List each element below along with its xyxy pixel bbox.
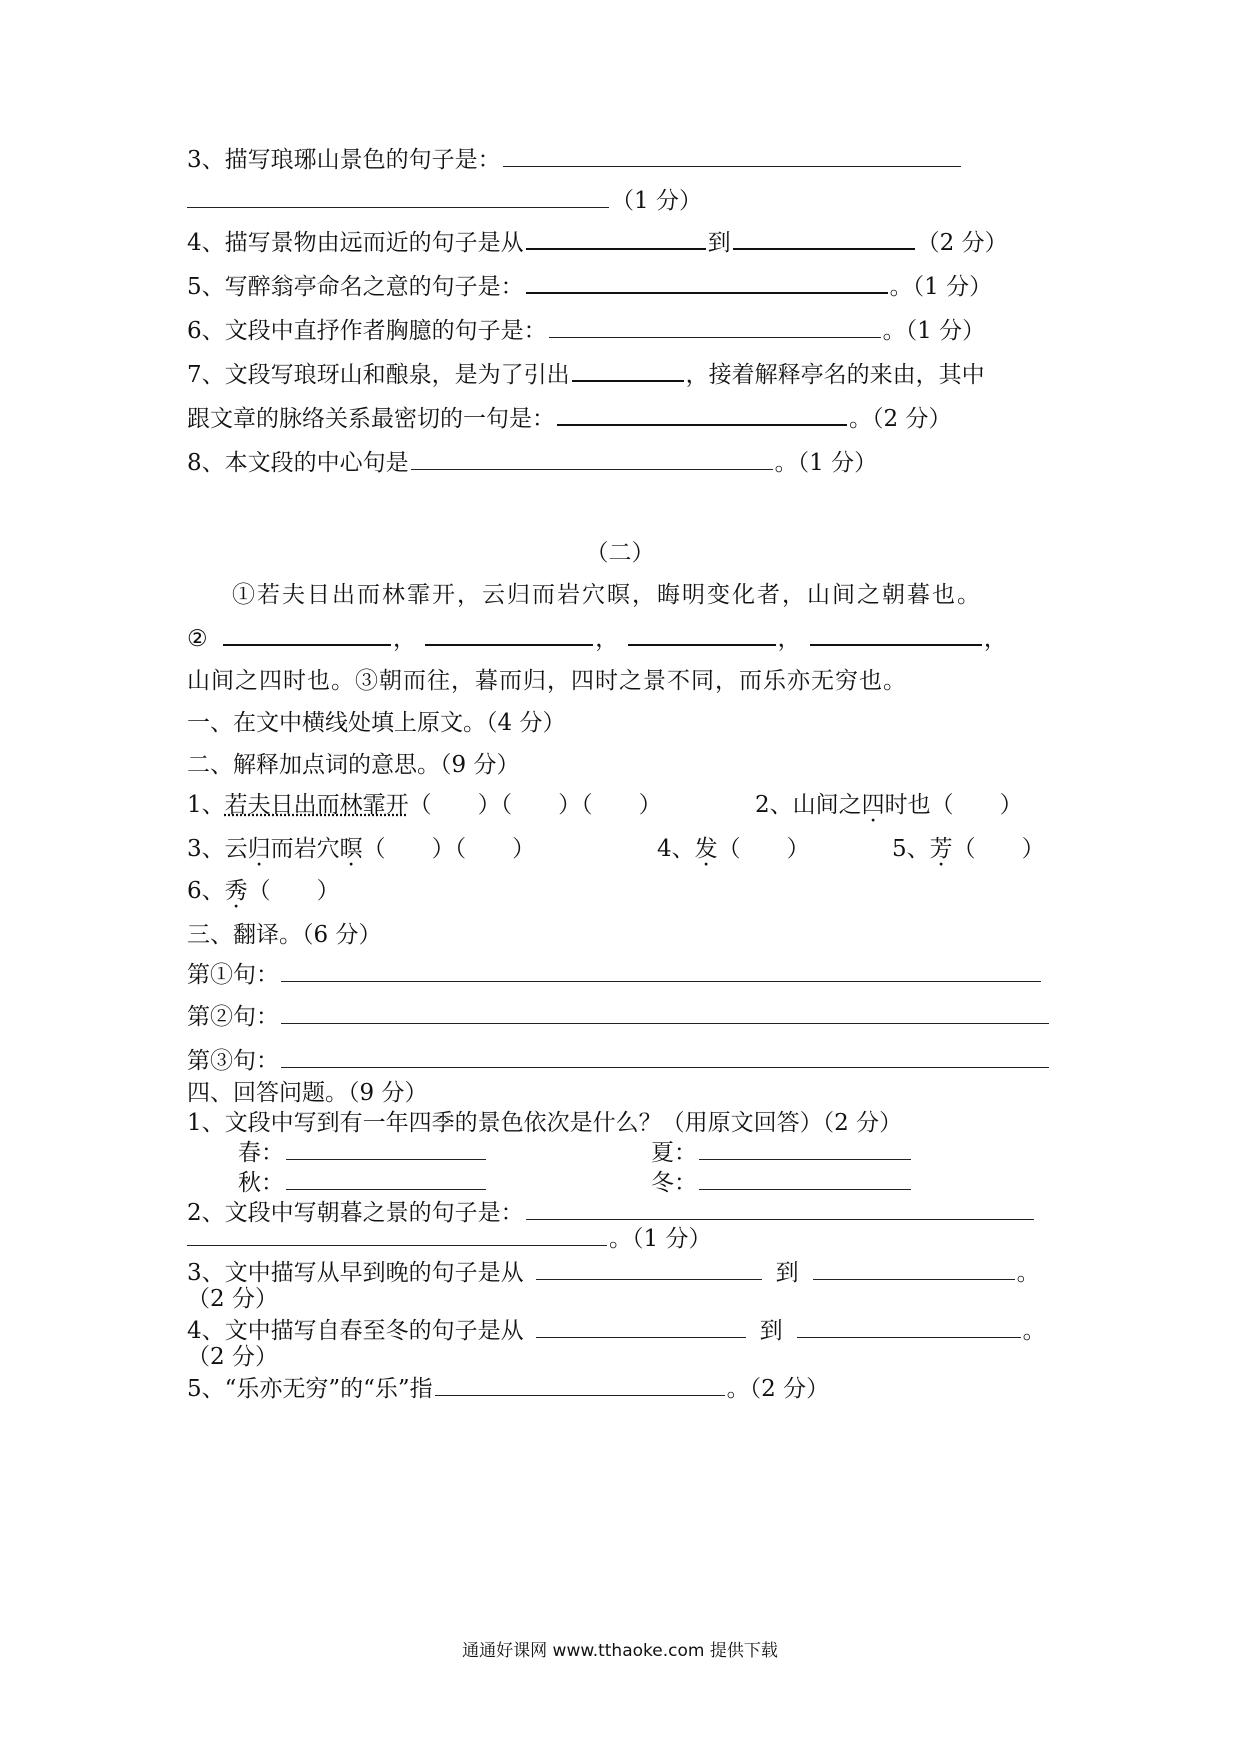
q8-answer-blank[interactable] xyxy=(411,468,773,470)
w6-dotted-word: 秀 xyxy=(224,878,248,904)
heading-answer: 四、回答问题。（9 分） xyxy=(187,1080,428,1106)
w3-parens: （ ）（ ） xyxy=(362,836,536,862)
a5-blank[interactable] xyxy=(435,1394,725,1396)
q7-mid: ，接着解释亭名的来由，其中 xyxy=(685,362,985,388)
word-line-3 xyxy=(187,834,535,864)
w4-num: 4、 xyxy=(657,836,695,862)
q4-to-blank[interactable] xyxy=(733,247,915,250)
q8-label: 8、本文段的中心句是 xyxy=(187,450,409,476)
q8-line xyxy=(187,448,877,478)
w6-parens: （ ） xyxy=(247,878,340,904)
translate-line-1 xyxy=(187,960,1043,990)
translate-blank-3[interactable] xyxy=(281,1066,1049,1068)
w5-dotted-word: 芳 xyxy=(929,836,953,862)
a4-to-blank[interactable] xyxy=(797,1336,1021,1338)
winter-label: 冬： xyxy=(651,1170,697,1196)
q7-line-2 xyxy=(187,404,951,434)
q7-answer-blank-2[interactable] xyxy=(557,423,847,426)
w5-num: 5、 xyxy=(892,836,930,862)
q4-from-blank[interactable] xyxy=(526,247,706,250)
summer-blank[interactable] xyxy=(699,1158,911,1160)
w1-num: 1、 xyxy=(187,792,225,818)
winter-blank[interactable] xyxy=(699,1188,911,1190)
a4-score: （2 分） xyxy=(187,1344,278,1370)
comma-3: ， xyxy=(777,626,801,652)
footer-text: 通通好课网 www.tthaoke.com 提供下载 xyxy=(462,1641,778,1661)
a2-line-2 xyxy=(187,1224,711,1254)
translate-blank-1[interactable] xyxy=(281,980,1041,982)
a1-line: 1、文段中写到有一年四季的景色依次是什么？（用原文回答）（2 分） xyxy=(187,1110,903,1136)
q3-line-2 xyxy=(187,186,702,216)
q3-answer-blank-1[interactable] xyxy=(503,165,961,167)
q3-label: 3、描写琅琊山景色的句子是： xyxy=(187,147,501,173)
w3-num: 3、云 xyxy=(187,836,248,862)
a3-to-blank[interactable] xyxy=(813,1278,1015,1280)
a3-line xyxy=(187,1258,1040,1288)
q6-answer-blank[interactable] xyxy=(549,336,881,338)
summer-line xyxy=(651,1138,913,1168)
w6-num: 6、 xyxy=(187,878,225,904)
q8-score: 。（1 分） xyxy=(774,450,878,476)
translate-blank-2[interactable] xyxy=(281,1022,1049,1024)
passage-blank-4[interactable] xyxy=(810,643,982,646)
a2-label: 2、文段中写朝暮之景的句子是： xyxy=(187,1200,524,1226)
comma-1: ， xyxy=(392,626,416,652)
word-line-6 xyxy=(187,876,340,906)
a3-from-blank[interactable] xyxy=(536,1278,762,1280)
translate-label-1: 第①句： xyxy=(187,962,279,988)
passage-line-1: ①若夫日出而林霏开，云归而岩穴暝，晦明变化者，山间之朝暮也。 xyxy=(232,582,982,608)
heading-translate: 三、翻译。（6 分） xyxy=(187,922,382,948)
a4-line xyxy=(187,1316,1046,1346)
a4-period: 。 xyxy=(1022,1318,1046,1344)
w4-parens: （ ） xyxy=(717,836,810,862)
q7-answer-blank-1[interactable] xyxy=(572,379,684,382)
passage-num-2: ② xyxy=(187,626,208,652)
autumn-blank[interactable] xyxy=(286,1188,486,1190)
a5-line xyxy=(187,1374,829,1404)
q4-score: （2 分） xyxy=(916,230,1008,256)
a3-label: 3、文中描写从早到晚的句子是从 xyxy=(187,1260,524,1286)
translate-label-3: 第③句： xyxy=(187,1048,279,1074)
heading-explain-words: 二、解释加点词的意思。（9 分） xyxy=(187,752,520,778)
translate-line-3 xyxy=(187,1046,1051,1076)
q4-line xyxy=(187,228,1008,258)
spring-label: 春： xyxy=(238,1140,284,1166)
w3-mid: 而岩穴 xyxy=(270,836,340,862)
q6-label: 6、文段中直抒作者胸臆的句子是： xyxy=(187,318,547,344)
w1-text: 若夫日出而林霏开 xyxy=(224,792,409,818)
a3-period: 。 xyxy=(1016,1260,1040,1286)
a2-blank-2[interactable] xyxy=(187,1244,607,1246)
comma-2: ， xyxy=(595,626,619,652)
q4-label: 4、描写景物由远而近的句子是从 xyxy=(187,230,524,256)
q3-line xyxy=(187,145,963,175)
winter-line xyxy=(651,1168,913,1198)
q5-line xyxy=(187,272,992,302)
q5-label: 5、写醉翁亭命名之意的句子是： xyxy=(187,274,524,300)
w5-parens: （ ） xyxy=(952,836,1045,862)
comma-4: ， xyxy=(983,626,1007,652)
word-line-4 xyxy=(657,834,810,864)
heading-fill-blanks: 一、在文中横线处填上原文。（4 分） xyxy=(187,710,566,736)
section-title: （二） xyxy=(585,540,655,566)
a5-score: 。（2 分） xyxy=(726,1376,830,1402)
spring-blank[interactable] xyxy=(286,1158,486,1160)
passage-blank-1[interactable] xyxy=(223,643,391,646)
passage-line-3: 山间之四时也。③朝而往，暮而归，四时之景不同，而乐亦无穷也。 xyxy=(187,668,907,694)
q7-score: 。（2 分） xyxy=(849,406,952,432)
w4-dotted-word: 发 xyxy=(694,836,718,862)
word-line-5 xyxy=(892,834,1045,864)
w3-dotted-word-1: 归 xyxy=(247,836,271,862)
w2-tail: 时也 xyxy=(884,792,931,818)
translate-label-2: 第②句： xyxy=(187,1004,279,1030)
a4-label: 4、文中描写自春至冬的句子是从 xyxy=(187,1318,524,1344)
w2-parens: （ ） xyxy=(930,792,1023,818)
q6-line xyxy=(187,316,985,346)
a5-label: 5、“乐亦无穷”的“乐”指 xyxy=(187,1376,433,1402)
q5-score: 。（1 分） xyxy=(889,274,993,300)
translate-line-2 xyxy=(187,1002,1051,1032)
q4-to: 到 xyxy=(707,230,731,256)
passage-line-2 xyxy=(187,624,1007,654)
q3-score: （1 分） xyxy=(611,188,702,214)
spring-line xyxy=(238,1138,488,1168)
autumn-line xyxy=(238,1168,488,1198)
q7-label-2: 跟文章的脉络关系最密切的一句是： xyxy=(187,406,555,432)
autumn-label: 秋： xyxy=(238,1170,284,1196)
q7-label: 7、文段写琅玡山和酿泉，是为了引出 xyxy=(187,362,570,388)
word-line-1 xyxy=(187,790,662,820)
a4-to: 到 xyxy=(759,1318,783,1344)
q6-score: 。（1 分） xyxy=(882,318,986,344)
a2-score: 。（1 分） xyxy=(609,1226,712,1252)
q7-line xyxy=(187,360,985,390)
w2-num: 2、山间之 xyxy=(755,792,862,818)
q5-answer-blank[interactable] xyxy=(526,291,888,294)
a3-to: 到 xyxy=(775,1260,799,1286)
q3-answer-blank-2[interactable] xyxy=(187,206,609,208)
w1-parens: （ ）（ ）（ ） xyxy=(408,792,662,818)
a3-score: （2 分） xyxy=(187,1286,278,1312)
a4-from-blank[interactable] xyxy=(536,1336,746,1338)
word-line-2 xyxy=(755,790,1023,820)
summer-label: 夏： xyxy=(651,1140,697,1166)
passage-blank-3[interactable] xyxy=(628,643,776,646)
w3-dotted-word-2: 暝 xyxy=(339,836,363,862)
passage-blank-2[interactable] xyxy=(425,643,593,646)
w2-dotted-word: 四 xyxy=(861,792,885,818)
a2-blank-1[interactable] xyxy=(526,1218,1034,1220)
